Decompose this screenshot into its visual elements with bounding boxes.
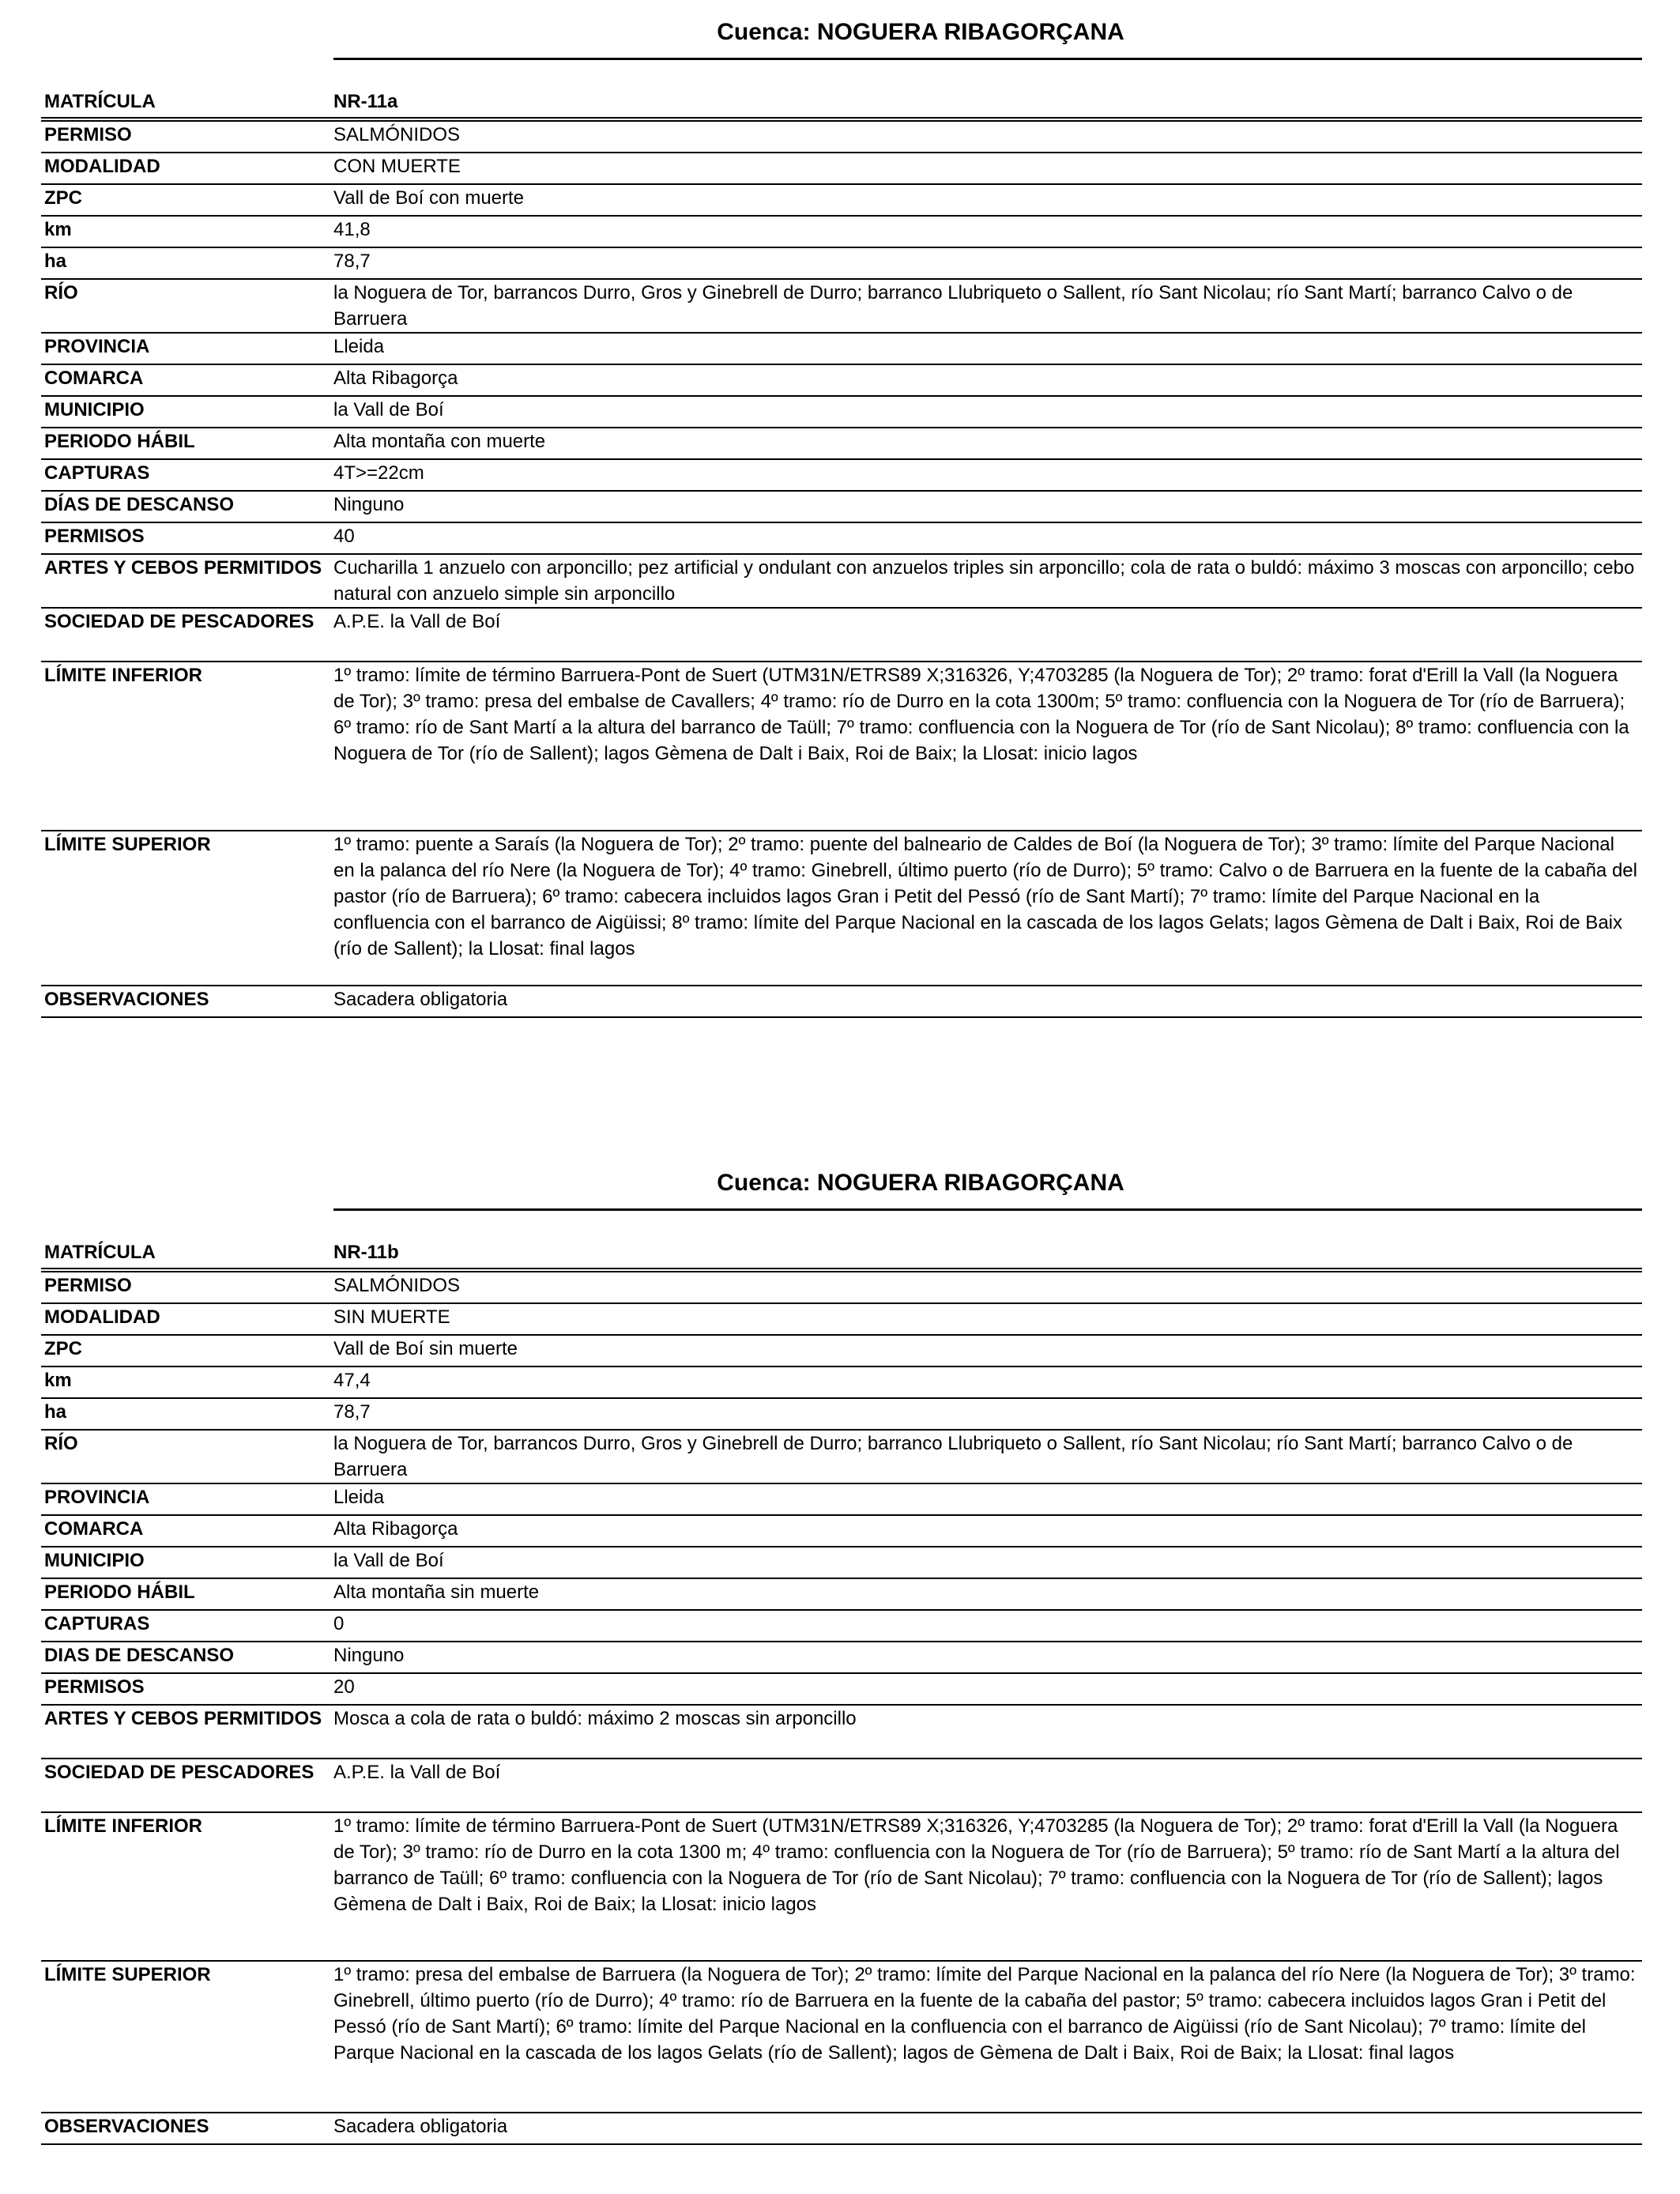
- row-value: Alta montaña con muerte: [333, 431, 546, 452]
- row-value: Lleida: [333, 1487, 385, 1508]
- table-row: [41, 1579, 1642, 1611]
- row-label: DIAS DE DESCANSO: [44, 1645, 235, 1666]
- row-label: PERIODO HÁBIL: [44, 1581, 195, 1603]
- row-label: LÍMITE SUPERIOR: [44, 1964, 211, 1985]
- row-value: 1º tramo: límite de término Barruera-Pont de Suert (UTM31N/ETRS89 X;316326, Y;4703285 (la Noguera de Tor); 2º tramo: forat d'Erill la Vall (la Noguera de Tor); 3º tramo: río de Durro en la cota 1300 m; 4º tramo: confluencia con la Noguera de Tor (río de Barruera); 5º tramo: río de Sant Martí a la altura del barranco de Taüll; 6º tramo: confluencia con la Noguera de Tor (río de Sant Nicolau); 7º tramo: confluencia con la Noguera de Tor (río de Sallent); lagos Gèmena de Dalt i Baix, Roi de Baix; la Llosat: inicio lagos: [333, 1815, 1620, 1915]
- row-label: SOCIEDAD DE PESCADORES: [44, 611, 315, 632]
- row-label: PERIODO HÁBIL: [44, 431, 195, 452]
- table-row: [41, 428, 1642, 460]
- table-row: [41, 280, 1642, 334]
- row-value: 4T>=22cm: [333, 462, 424, 484]
- row-value: 78,7: [333, 1401, 371, 1423]
- row-label: LÍMITE SUPERIOR: [44, 834, 211, 855]
- table-row: [41, 609, 1642, 662]
- row-value: Sacadera obligatoria: [333, 989, 508, 1010]
- row-label: PERMISO: [44, 1275, 132, 1296]
- row-value: Vall de Boí con muerte: [333, 187, 525, 209]
- table-row: [41, 185, 1642, 217]
- row-value: SIN MUERTE: [333, 1306, 450, 1328]
- row-label: LÍMITE INFERIOR: [44, 665, 202, 686]
- row-value: Ninguno: [333, 1645, 405, 1666]
- row-value: Sacadera obligatoria: [333, 2116, 508, 2137]
- row-label: DÍAS DE DESCANSO: [44, 494, 235, 515]
- table-row: [41, 248, 1642, 280]
- table-row: [41, 831, 1642, 986]
- table-row: [41, 555, 1642, 609]
- row-label: COMARCA: [44, 368, 144, 389]
- table-row: [41, 1484, 1642, 1516]
- row-value: Cucharilla 1 anzuelo con arponcillo; pez artificial y ondulant con anzuelos triples sin arponcillo; cola de rata o buldó: máximo 3 moscas con arponcillo; cebo natural con anzuelo simple sin arponcillo: [333, 557, 1635, 605]
- row-label: ARTES Y CEBOS PERMITIDOS: [44, 557, 322, 579]
- basin-title: Cuenca: NOGUERA RIBAGORÇANA: [717, 19, 1124, 45]
- table-row: [41, 365, 1642, 397]
- row-value: 41,8: [333, 219, 371, 240]
- row-label: MATRÍCULA: [44, 91, 156, 112]
- table-row: [41, 1516, 1642, 1547]
- sheet-nr-11a: [41, 16, 1642, 1018]
- row-value: 47,4: [333, 1370, 371, 1391]
- table-row: [41, 1304, 1642, 1336]
- table-row: [41, 1674, 1642, 1706]
- table-row: [41, 1336, 1642, 1367]
- row-value: A.P.E. la Vall de Boí: [333, 611, 501, 632]
- sheet-title: [333, 16, 1642, 60]
- row-value: CON MUERTE: [333, 156, 461, 177]
- sheet-nr-11b: [41, 1167, 1642, 2145]
- row-label: PROVINCIA: [44, 1487, 150, 1508]
- row-value: NR-11a: [333, 91, 398, 112]
- row-value: 40: [333, 526, 355, 547]
- table-row: [41, 986, 1642, 1018]
- row-label: ZPC: [44, 1338, 82, 1359]
- row-label: RÍO: [44, 282, 78, 303]
- row-value: Lleida: [333, 336, 385, 357]
- row-value: Mosca a cola de rata o buldó: máximo 2 moscas sin arponcillo: [333, 1708, 857, 1729]
- row-label: km: [44, 1370, 72, 1391]
- row-value: SALMÓNIDOS: [333, 124, 461, 145]
- table-row: [41, 1367, 1642, 1399]
- row-value: Ninguno: [333, 494, 405, 515]
- table-row: [41, 1962, 1642, 2113]
- row-value: SALMÓNIDOS: [333, 1275, 461, 1296]
- table-row: [41, 217, 1642, 248]
- row-label: OBSERVACIONES: [44, 989, 209, 1010]
- data-table: [41, 1239, 1642, 2145]
- row-value: 1º tramo: límite de término Barruera-Pont de Suert (UTM31N/ETRS89 X;316326, Y;4703285 (la Noguera de Tor); 2º tramo: forat d'Erill la Vall (la Noguera de Tor); 3º tramo: presa del embalse de Cavallers; 4º tramo: río de Durro en la cota 1300m; 5º tramo: confluencia con la Noguera de Tor (río de Barruera); 6º tramo: río de Sant Martí a la altura del barranco de Taüll; 7º tramo: confluencia con la Noguera de Tor (río de Sant Nicolau); 8º tramo: confluencia con la Noguera de Tor (río de Sallent); lagos Gèmena de Dalt i Baix, Roi de Baix; la Llosat: inicio lagos: [333, 665, 1629, 764]
- row-label: MATRÍCULA: [44, 1242, 156, 1263]
- row-label: MODALIDAD: [44, 156, 160, 177]
- row-value: la Noguera de Tor, barrancos Durro, Gros y Ginebrell de Durro; barranco Llubriqueto o Sallent, río Sant Nicolau; río Sant Martí; barranco Calvo o de Barruera: [333, 282, 1573, 330]
- row-label: ARTES Y CEBOS PERMITIDOS: [44, 1708, 322, 1729]
- row-label: ha: [44, 1401, 67, 1423]
- table-row: [41, 1759, 1642, 1813]
- row-value: 0: [333, 1613, 345, 1634]
- row-label: ZPC: [44, 187, 82, 209]
- row-label: PERMISOS: [44, 526, 145, 547]
- table-row: [41, 153, 1642, 185]
- row-label: OBSERVACIONES: [44, 2116, 209, 2137]
- row-value: la Vall de Boí: [333, 1550, 444, 1571]
- row-label: MODALIDAD: [44, 1306, 160, 1328]
- row-value: 1º tramo: presa del embalse de Barruera (la Noguera de Tor); 2º tramo: límite del Parque Nacional en la palanca del río Nere (la Noguera de Tor); 3º tramo: Ginebrell, último puerto (río de Durro); 4º tramo: río de Barruera en la fuente de la cabaña del pastor; 5º tramo: cabecera incluidos lagos Gran i Petit del Pessó (río de Sant Martí); 6º tramo: límite del Parque Nacional en la confluencia con el barranco de Aigüissi (río de Sant Nicolau); 7º tramo: límite del Parque Nacional en la cascada de los lagos Gelats (río de Sallent); lagos de Gèmena de Dalt i Baix, Roi de Baix; la Llosat: final lagos: [333, 1964, 1636, 2064]
- row-value: Alta montaña sin muerte: [333, 1581, 540, 1603]
- table-row: [41, 662, 1642, 831]
- sheet-title: [333, 1167, 1642, 1211]
- row-label: PROVINCIA: [44, 336, 150, 357]
- row-value: Alta Ribagorça: [333, 1518, 458, 1540]
- table-row: [41, 1642, 1642, 1674]
- table-row: [41, 1272, 1642, 1304]
- row-label: MUNICIPIO: [44, 1550, 145, 1571]
- table-row: [41, 1706, 1642, 1759]
- row-label: MUNICIPIO: [44, 399, 145, 420]
- row-label: km: [44, 219, 72, 240]
- table-row: [41, 1399, 1642, 1431]
- table-row: [41, 1547, 1642, 1579]
- table-row: [41, 460, 1642, 492]
- row-value: A.P.E. la Vall de Boí: [333, 1762, 501, 1783]
- table-row: [41, 1813, 1642, 1962]
- row-label: SOCIEDAD DE PESCADORES: [44, 1762, 315, 1783]
- row-label: PERMISOS: [44, 1676, 145, 1698]
- table-row: [41, 1239, 1642, 1272]
- row-value: 78,7: [333, 251, 371, 272]
- table-row: [41, 1431, 1642, 1484]
- row-label: RÍO: [44, 1433, 78, 1454]
- row-label: COMARCA: [44, 1518, 144, 1540]
- row-value: la Noguera de Tor, barrancos Durro, Gros y Ginebrell de Durro; barranco Llubriqueto o Sallent, río Sant Nicolau; río Sant Martí; barranco Calvo o de Barruera: [333, 1433, 1573, 1480]
- row-label: CAPTURAS: [44, 1613, 150, 1634]
- row-value: 20: [333, 1676, 355, 1698]
- table-row: [41, 1611, 1642, 1642]
- row-value: NR-11b: [333, 1242, 399, 1263]
- row-value: Vall de Boí sin muerte: [333, 1338, 518, 1359]
- row-value: Alta Ribagorça: [333, 368, 458, 389]
- basin-title: Cuenca: NOGUERA RIBAGORÇANA: [717, 1170, 1124, 1196]
- row-label: ha: [44, 251, 67, 272]
- row-value: 1º tramo: puente a Saraís (la Noguera de Tor); 2º tramo: puente del balneario de Caldes de Boí (la Noguera de Tor); 3º tramo: límite del Parque Nacional en la palanca del río Nere (la Noguera de Tor); 4º tramo: Ginebrell, último puerto (río de Durro); 5º tramo: Calvo o de Barruera en la fuente de la cabaña del pastor (río de Barruera); 6º tramo: cabecera incluidos lagos Gran i Petit del Pessó (río de Sant Martí); 7º tramo: límite del Parque Nacional en la confluencia con el barranco de Aigüissi; 8º tramo: límite del Parque Nacional en la cascada de los lagos Gelats; lagos Gèmena de Dalt i Baix, Roi de Baix (río de Sallent); la Llosat: final lagos: [333, 834, 1637, 959]
- table-row: [41, 2113, 1642, 2145]
- table-row: [41, 89, 1642, 122]
- row-label: CAPTURAS: [44, 462, 150, 484]
- table-row: [41, 122, 1642, 153]
- table-row: [41, 397, 1642, 428]
- row-label: PERMISO: [44, 124, 132, 145]
- data-table: [41, 89, 1642, 1018]
- row-label: LÍMITE INFERIOR: [44, 1815, 202, 1837]
- row-value: la Vall de Boí: [333, 399, 444, 420]
- table-row: [41, 334, 1642, 365]
- table-row: [41, 492, 1642, 523]
- table-row: [41, 523, 1642, 555]
